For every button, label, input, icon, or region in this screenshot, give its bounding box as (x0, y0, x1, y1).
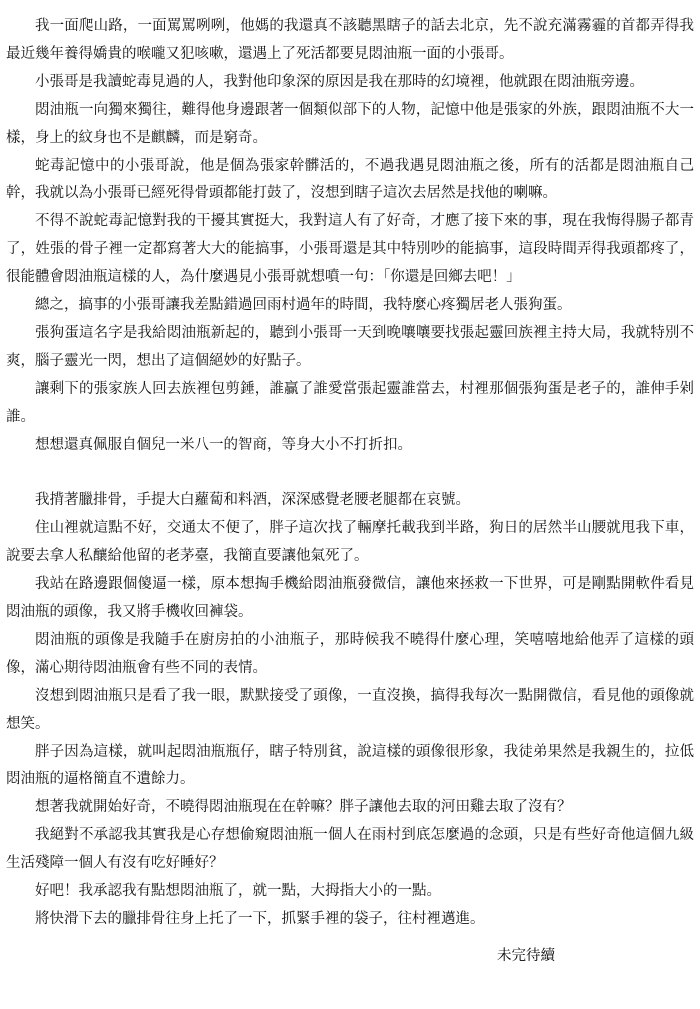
story-section-2 (6, 487, 694, 934)
paragraph: 不得不說蛇毒記憶對我的干擾其實挺大，我對這人有了好奇，才應了接下來的事，現在我悔得腸子都青了，姓張的骨子裡一定都寫著大大的能搞事，小張哥還是其中特別吵的能搞事，這段時間弄得我頭都疼了，很能體會悶油瓶這樣的人，為什麼遇見小張哥就想噴一句：「你還是回鄉去吧！」 (6, 213, 694, 286)
paragraph: 我一面爬山路，一面罵罵咧咧，他媽的我還真不該聽黑瞎子的話去北京，先不說充滿霧霾的首都弄得我最近幾年養得嬌貴的喉嚨又犯咳嗽，還遇上了死活都要見悶油瓶一面的小張哥。 (6, 18, 694, 62)
paragraph: 蛇毒記憶中的小張哥說，他是個為張家幹髒活的，不過我遇見悶油瓶之後，所有的活都是悶油瓶自己幹，我就以為小張哥已經死得骨頭都能打鼓了，沒想到瞎子這次去居然是找他的喇嘛。 (6, 157, 694, 202)
paragraph: 住山裡就這點不好，交通太不便了，胖子這次找了輛摩托載我到半路，狗日的居然半山腰就甩我下車，說要去拿人私釀給他留的老茅臺，我簡直要讓他氣死了。 (6, 520, 694, 565)
paragraph: 悶油瓶的頭像是我隨手在廚房拍的小油瓶子，那時候我不曉得什麼心理，笑嘻嘻地給他弄了這樣的頭像，滿心期待悶油瓶會有些不同的表情。 (6, 631, 694, 676)
paragraph: 將快滑下去的臘排骨往身上托了一下，抓緊手裡的袋子，往村裡邁進。 (35, 910, 485, 927)
paragraph: 我揹著臘排骨，手提大白蘿蔔和料酒，深深感覺老腰老腿都在哀號。 (35, 492, 470, 509)
paragraph: 讓剩下的張家族人回去族裡包剪錘，誰贏了誰愛當張起靈誰當去，村裡那個張狗蛋是老子的，誰伸手剁誰。 (6, 380, 694, 425)
paragraph: 好吧！我承認我有點想悶油瓶了，就一點，大拇指大小的一點。 (35, 883, 441, 900)
paragraph: 總之，搞事的小張哥讓我差點錯過回雨村過年的時間，我特麼心疼獨居老人張狗蛋。 (35, 297, 572, 314)
paragraph: 想想還真佩服自個兒一米八一的智商，等身大小不打折扣。 (35, 436, 412, 453)
story-section-1 (6, 13, 694, 460)
section-break (6, 460, 694, 488)
paragraph: 沒想到悶油瓶只是看了我一眼，默默接受了頭像，一直沒換，搞得我每次一點開微信，看見他的頭像就想笑。 (6, 687, 694, 732)
paragraph: 張狗蛋這名字是我給悶油瓶新起的，聽到小張哥一天到晚嚷嚷要找張起靈回族裡主持大局，我就特別不爽，腦子靈光一閃，想出了這個絕妙的好點子。 (6, 324, 694, 369)
paragraph: 想著我就開始好奇，不曉得悶油瓶現在在幹嘛？胖子讓他去取的河田雞去取了沒有？ (35, 799, 572, 816)
to-be-continued-label: 未完待續 (497, 948, 555, 964)
paragraph: 小張哥是我讀蛇毒見過的人，我對他印象深的原因是我在那時的幻境裡，他就跟在悶油瓶旁邊。 (35, 73, 644, 90)
paragraph: 我站在路邊跟個傻逼一樣，原本想掏手機給悶油瓶發微信，讓他來拯救一下世界，可是剛點開軟件看見悶油瓶的頭像，我又將手機收回褲袋。 (6, 576, 694, 621)
paragraph: 胖子因為這樣，就叫起悶油瓶瓶仔，瞎子特別貧，說這樣的頭像很形象，我徒弟果然是我親生的，拉低悶油瓶的逼格簡直不遺餘力。 (6, 743, 694, 788)
paragraph: 悶油瓶一向獨來獨往，難得他身邊跟著一個類似部下的人物，記憶中他是張家的外族，跟悶油瓶不大一樣，身上的紋身也不是麒麟，而是窮奇。 (6, 101, 694, 146)
paragraph: 我絕對不承認我其實我是心存想偷窺悶油瓶一個人在雨村到底怎麼過的念頭，只是有些好奇他這個九級生活殘障一個人有沒有吃好睡好？ (6, 827, 694, 872)
